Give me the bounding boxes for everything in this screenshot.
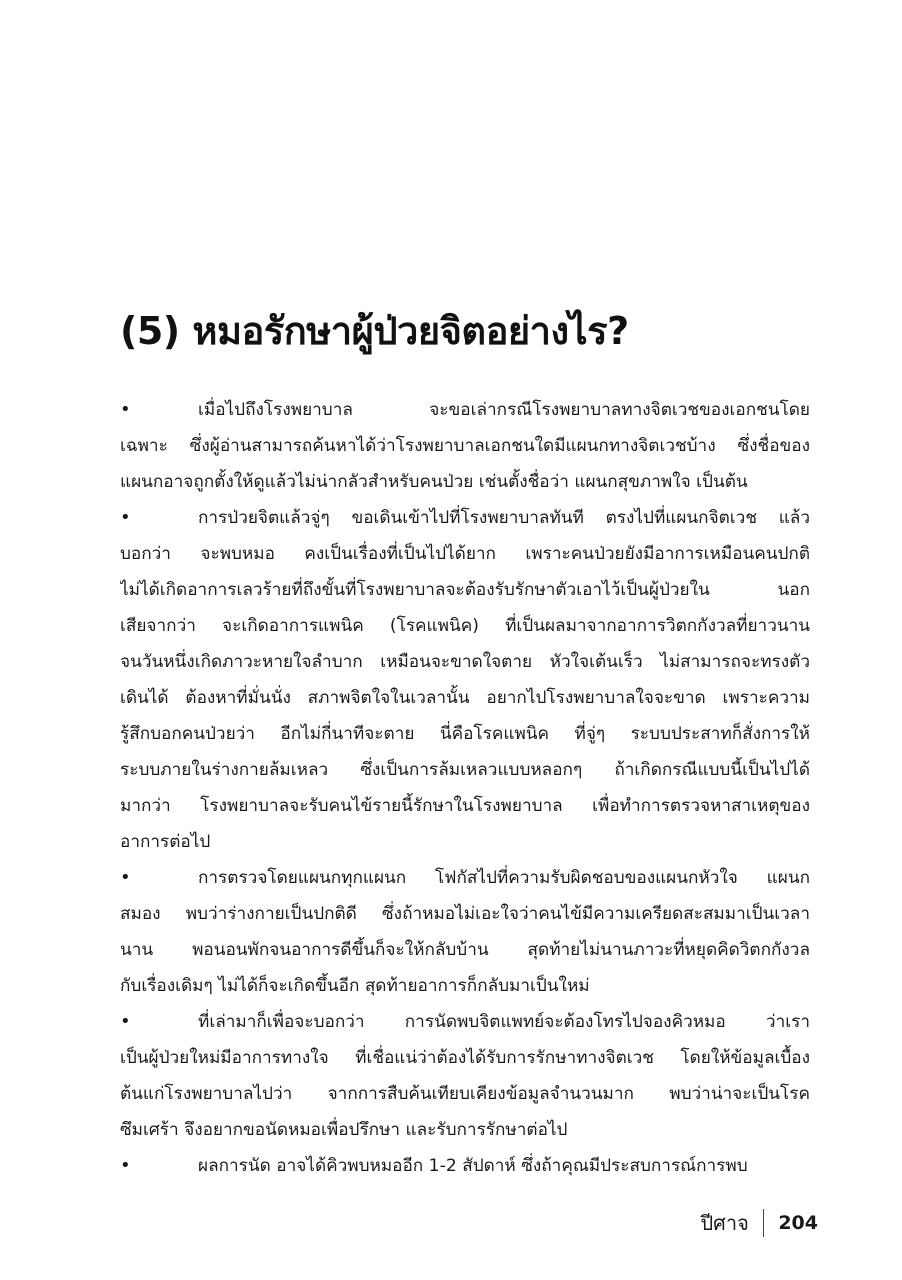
bullet-paragraph bbox=[120, 392, 810, 500]
text-line bbox=[120, 536, 810, 572]
text-line bbox=[120, 860, 810, 896]
bullet-paragraph bbox=[120, 860, 810, 1004]
body-text bbox=[120, 392, 810, 1184]
text-line bbox=[120, 1040, 810, 1076]
text-line bbox=[120, 644, 810, 680]
text-line bbox=[120, 824, 810, 860]
paragraph-line: มากว่า โรงพยาบาลจะรับคนไข้รายนี้รักษาในโรงพยาบาล เพื่อทำการตรวจหาสาเหตุของ bbox=[120, 796, 810, 816]
text-line bbox=[120, 1076, 810, 1112]
text-line bbox=[120, 572, 810, 608]
paragraph-line: ที่เล่ามาก็เพื่อจะบอกว่า การนัดพบจิตแพทย์จะต้องโทรไปจองคิวหมอ ว่าเรา bbox=[198, 1012, 810, 1032]
bullet-icon: • bbox=[120, 399, 131, 420]
text-line bbox=[120, 680, 810, 716]
bullet-paragraph bbox=[120, 1148, 810, 1184]
paragraph-line: แผนกอาจถูกตั้งให้ดูแล้วไม่น่ากลัวสำหรับคนป่วย เช่นตั้งชื่อว่า แผนกสุขภาพใจ เป็นต้น bbox=[120, 472, 748, 492]
text-line bbox=[120, 896, 810, 932]
text-line bbox=[120, 500, 810, 536]
chapter-title: (5) หมอรักษาผู้ป่วยจิตอย่างไร? bbox=[120, 309, 629, 353]
paragraph-line: ผลการนัด อาจได้คิวพบหมออีก 1-2 สัปดาห์ ซึ่งถ้าคุณมีประสบการณ์การพบ bbox=[198, 1156, 748, 1176]
page-number: 204 bbox=[778, 1212, 818, 1234]
paragraph-line: ไม่ได้เกิดอาการเลวร้ายที่ถึงขั้นที่โรงพยาบาลจะต้องรับรักษาตัวเอาไว้เป็นผู้ป่วยใน นอก bbox=[120, 580, 810, 600]
paragraph-line: เป็นผู้ป่วยใหม่มีอาการทางใจ ที่เชื่อแน่ว่าต้องได้รับการรักษาทางจิตเวช โดยให้ข้อมูลเบื้อง bbox=[120, 1048, 810, 1068]
paragraph-line: เมื่อไปถึงโรงพยาบาล จะขอเล่ากรณีโรงพยาบาลทางจิตเวชของเอกชนโดย bbox=[198, 400, 810, 420]
bullet-icon: • bbox=[120, 1155, 131, 1176]
bullet-icon: • bbox=[120, 1011, 131, 1032]
text-line bbox=[120, 716, 810, 752]
text-line bbox=[120, 968, 810, 1004]
bullet-paragraph bbox=[120, 500, 810, 860]
paragraph-line: บอกว่า จะพบหมอ คงเป็นเรื่องที่เป็นไปได้ยาก เพราะคนป่วยยังมีอาการเหมือนคนปกติ bbox=[120, 544, 810, 564]
paragraph-line: นาน พอนอนพักจนอาการดีขึ้นก็จะให้กลับบ้าน สุดท้ายไม่นานภาวะที่หยุดคิดวิตกกังวล bbox=[120, 940, 810, 960]
paragraph-line: การป่วยจิตแล้วจู่ๆ ขอเดินเข้าไปที่โรงพยาบาลทันที ตรงไปที่แผนกจิตเวช แล้ว bbox=[198, 508, 810, 528]
footer-author: ปีศาจ bbox=[700, 1211, 749, 1235]
page-footer bbox=[700, 1203, 818, 1243]
text-line bbox=[120, 428, 810, 464]
text-line bbox=[120, 464, 810, 500]
paragraph-line: สมอง พบว่าร่างกายเป็นปกติดี ซึ่งถ้าหมอไม่เอะใจว่าคนไข้มีความเครียดสะสมมาเป็นเวลา bbox=[120, 904, 810, 924]
bullet-paragraph bbox=[120, 1004, 810, 1148]
text-line bbox=[120, 392, 810, 428]
paragraph-line: กับเรื่องเดิมๆ ไม่ได้ก็จะเกิดขึ้นอีก สุดท้ายอาการก็กลับมาเป็นใหม่ bbox=[120, 976, 590, 996]
paragraph-line: รู้สึกบอกคนป่วยว่า อีกไม่กี่นาทีจะตาย นี่คือโรคแพนิค ที่จู่ๆ ระบบประสาทก็สั่งการให้ bbox=[120, 724, 810, 744]
paragraph-line: การตรวจโดยแผนกทุกแผนก โฟกัสไปที่ความรับผิดชอบของแผนกหัวใจ แผนก bbox=[198, 868, 810, 888]
text-line bbox=[120, 608, 810, 644]
paragraph-line: เดินได้ ต้องหาที่มั่นนั่ง สภาพจิตใจในเวลานั้น อยากไปโรงพยาบาลใจจะขาด เพราะความ bbox=[120, 688, 810, 708]
text-line bbox=[120, 1004, 810, 1040]
bullet-icon: • bbox=[120, 867, 131, 888]
paragraph-line: ระบบภายในร่างกายล้มเหลว ซึ่งเป็นการล้มเหลวแบบหลอกๆ ถ้าเกิดกรณีแบบนี้เป็นไปได้ bbox=[120, 760, 810, 780]
footer-divider bbox=[763, 1209, 765, 1237]
text-line bbox=[120, 1112, 810, 1148]
text-line bbox=[120, 1148, 810, 1184]
bullet-icon: • bbox=[120, 507, 131, 528]
text-line bbox=[120, 752, 810, 788]
paragraph-line: เฉพาะ ซึ่งผู้อ่านสามารถค้นหาได้ว่าโรงพยาบาลเอกชนใดมีแผนกทางจิตเวชบ้าง ซึ่งชื่อของ bbox=[120, 436, 810, 456]
text-line bbox=[120, 788, 810, 824]
paragraph-line: ซึมเศร้า จึงอยากขอนัดหมอเพื่อปรึกษา และรับการรักษาต่อไป bbox=[120, 1120, 568, 1140]
text-line bbox=[120, 932, 810, 968]
paragraph-line: จนวันหนึ่งเกิดภาวะหายใจลำบาก เหมือนจะขาดใจตาย หัวใจเต้นเร็ว ไม่สามารถจะทรงตัว bbox=[120, 652, 810, 672]
paragraph-line: เสียจากว่า จะเกิดอาการแพนิค (โรคแพนิค) ที่เป็นผลมาจากอาการวิตกกังวลที่ยาวนาน bbox=[120, 616, 810, 636]
paragraph-line: อาการต่อไป bbox=[120, 832, 211, 852]
paragraph-line: ต้นแก่โรงพยาบาลไปว่า จากการสืบค้นเทียบเคียงข้อมูลจำนวนมาก พบว่าน่าจะเป็นโรค bbox=[120, 1084, 810, 1104]
